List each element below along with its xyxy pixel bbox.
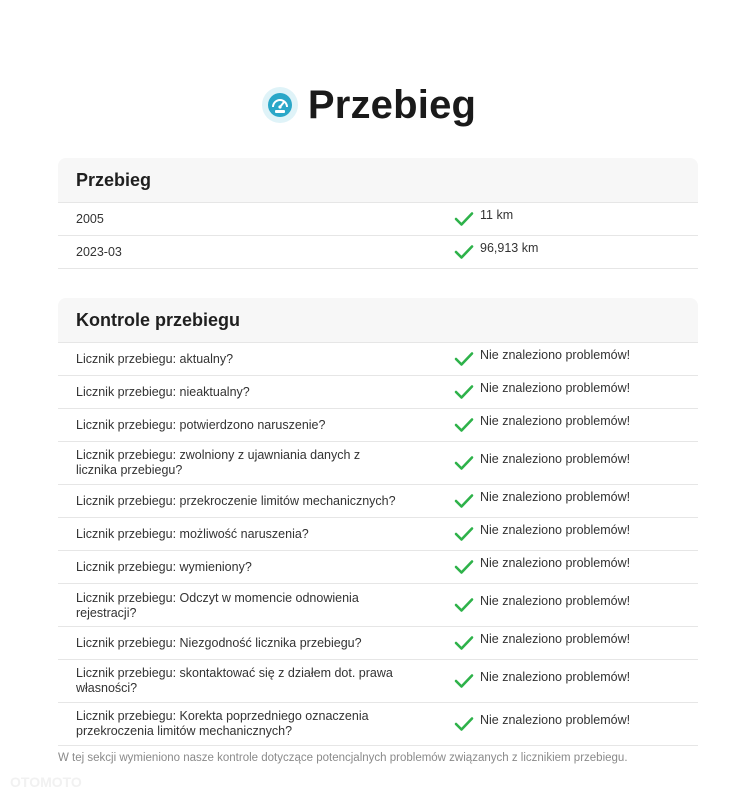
row-value: Nie znaleziono problemów! [480,348,631,362]
check-icon [454,417,474,433]
checks-card [58,298,698,746]
watermark: OTOMOTO [10,774,82,790]
row-label: Licznik przebiegu: zwolniony z ujawniania danych z licznika przebiegu? [76,448,361,477]
row-value: Nie znaleziono problemów! [480,670,631,684]
check-icon [454,455,474,471]
check-icon [454,716,474,732]
row-value: Nie znaleziono problemów! [480,414,631,428]
table-row [58,376,698,409]
check-icon [454,211,474,227]
checks-heading: Kontrole przebiegu [58,298,698,343]
check-icon [454,635,474,651]
row-value: Nie znaleziono problemów! [480,452,631,466]
row-label: Licznik przebiegu: skontaktować się z działem dot. prawa własności? [76,666,393,695]
row-label: 2005 [76,211,104,226]
table-row [58,485,698,518]
row-label: Licznik przebiegu: możliwość naruszenia? [76,526,309,541]
check-icon [454,673,474,689]
check-icon [454,597,474,613]
table-row [58,551,698,584]
row-value: Nie znaleziono problemów! [480,594,631,608]
row-value: Nie znaleziono problemów! [480,713,631,727]
mileage-heading: Przebieg [58,158,698,203]
check-icon [454,351,474,367]
table-row [58,584,698,627]
row-value: Nie znaleziono problemów! [480,381,631,395]
row-value: Nie znaleziono problemów! [480,632,631,646]
page-title: Przebieg [307,82,477,127]
table-row [58,236,698,269]
check-icon [454,493,474,509]
check-icon [454,244,474,260]
table-row [58,203,698,236]
row-label: Licznik przebiegu: wymieniony? [76,559,252,574]
page-header [0,80,738,130]
mileage-card [58,158,698,269]
check-icon [454,559,474,575]
row-value: Nie znaleziono problemów! [480,556,631,570]
table-row [58,518,698,551]
table-row [58,703,698,746]
speedometer-icon [262,87,298,123]
row-label: Licznik przebiegu: Niezgodność licznika przebiegu? [76,635,362,650]
row-label: Licznik przebiegu: potwierdzono naruszenie? [76,417,326,432]
row-value: 11 km [480,208,514,222]
row-label: Licznik przebiegu: Odczyt w momencie odnowienia rejestracji? [76,591,359,620]
row-label: Licznik przebiegu: Korekta poprzedniego oznaczenia przekroczenia limitów mechanicznych? [76,709,369,738]
table-row [58,442,698,485]
table-row [58,343,698,376]
row-value: 96,913 km [480,241,539,255]
row-label: Licznik przebiegu: nieaktualny? [76,384,250,399]
table-row [58,627,698,660]
row-label: 2023-03 [76,244,122,259]
row-label: Licznik przebiegu: aktualny? [76,351,234,366]
check-icon [454,526,474,542]
row-label: Licznik przebiegu: przekroczenie limitów mechanicznych? [76,493,396,508]
check-icon [454,384,474,400]
table-row [58,409,698,442]
section-footnote: W tej sekcji wymieniono nasze kontrole dotyczące potencjalnych problemów związanych z licznikiem przebiegu. [58,752,628,764]
row-value: Nie znaleziono problemów! [480,490,631,504]
table-row [58,660,698,703]
row-value: Nie znaleziono problemów! [480,523,631,537]
